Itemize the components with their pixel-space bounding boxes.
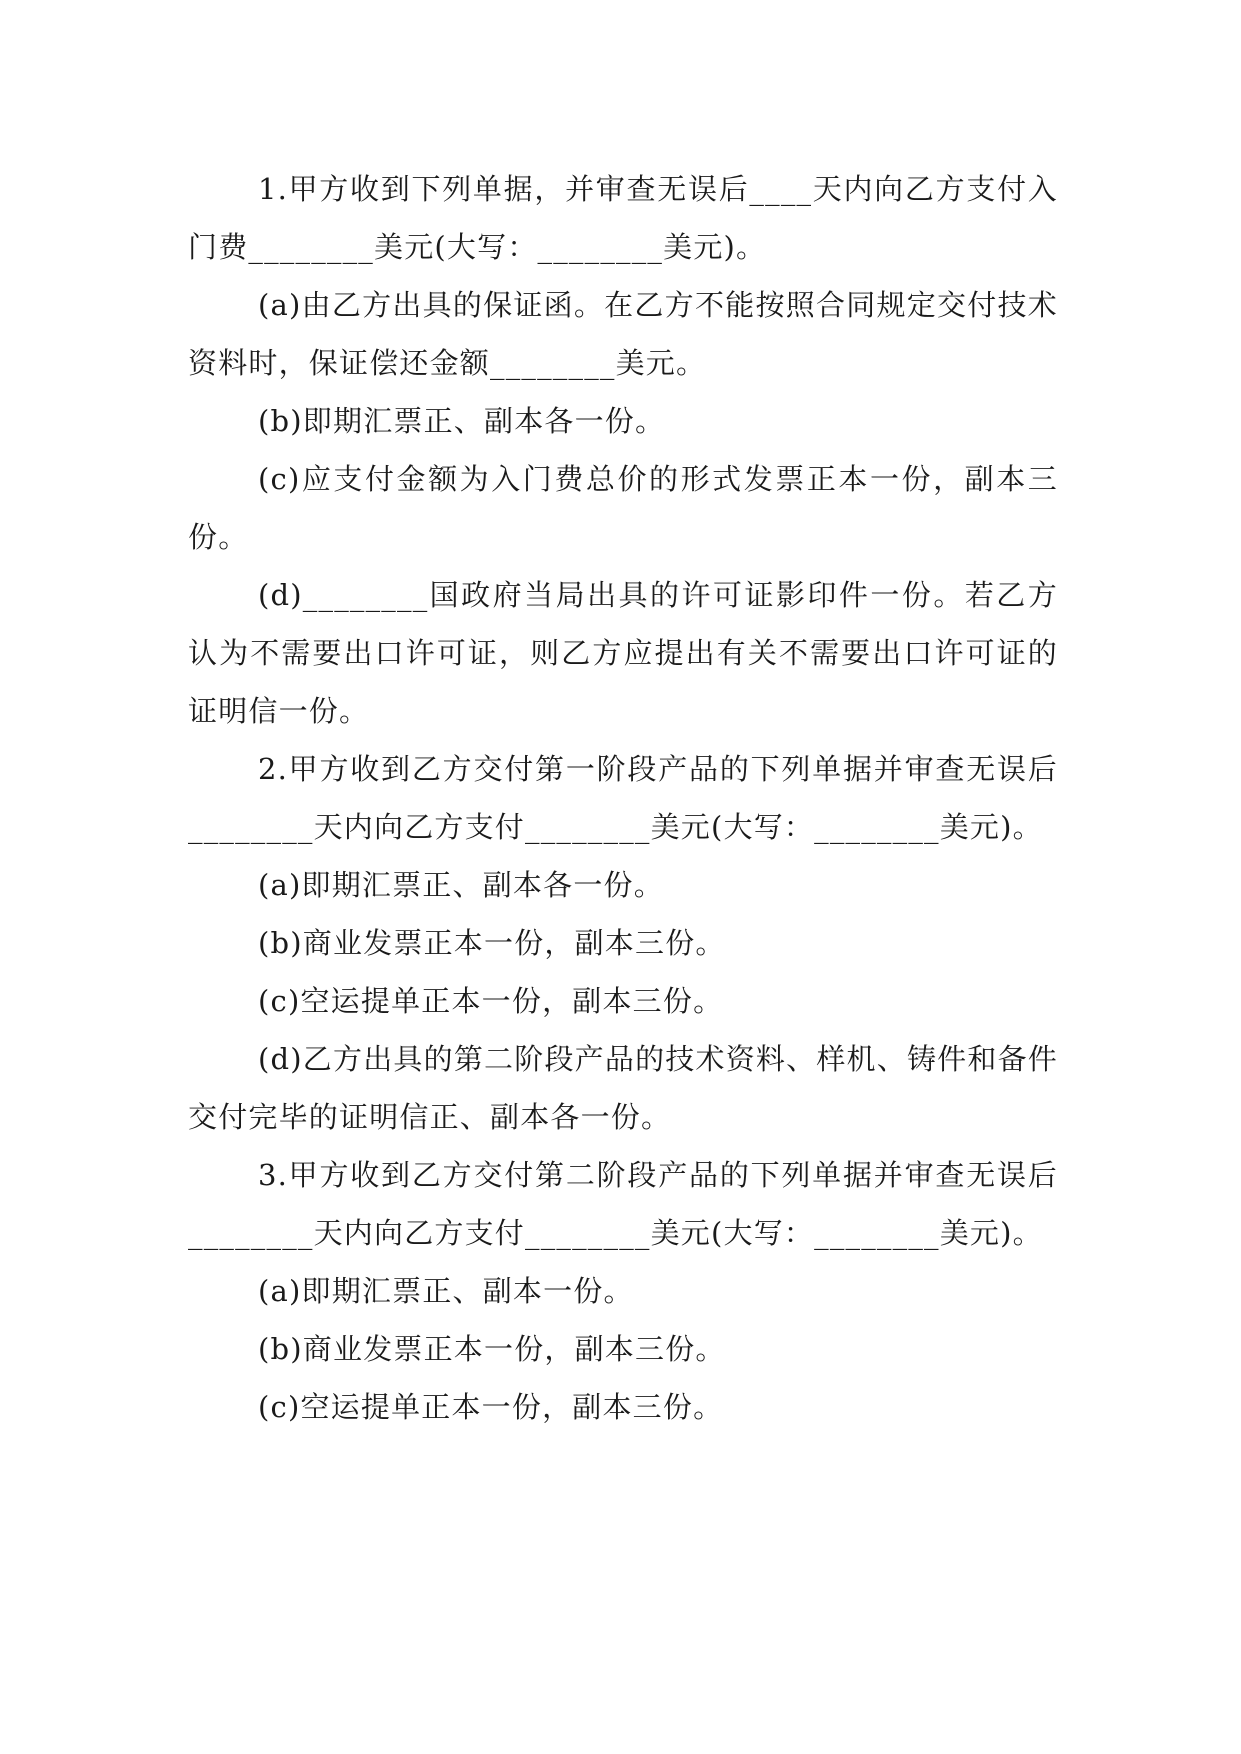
clause-1-paragraph: 1.甲方收到下列单据，并审查无误后____天内向乙方支付入门费________美元(大写：________美元)。 — [188, 172, 1058, 264]
clause-1d-paragraph: (d)________国政府当局出具的许可证影印件一份。若乙方认为不需要出口许可证，则乙方应提出有关不需要出口许可证的证明信一份。 — [188, 578, 1058, 728]
clause-2-paragraph: 2.甲方收到乙方交付第一阶段产品的下列单据并审查无误后________天内向乙方支付________美元(大写：________美元)。 — [188, 752, 1058, 844]
clause-1c-paragraph: (c)应支付金额为入门费总价的形式发票正本一份，副本三份。 — [188, 462, 1058, 554]
clause-3b-paragraph: (b)商业发票正本一份，副本三份。 — [258, 1332, 726, 1366]
clause-3a-paragraph: (a)即期汇票正、副本一份。 — [258, 1274, 634, 1308]
document-body — [188, 160, 1058, 1436]
clause-3c-paragraph: (c)空运提单正本一份，副本三份。 — [258, 1390, 724, 1424]
clause-2b-paragraph: (b)商业发票正本一份，副本三份。 — [258, 926, 726, 960]
clause-2c-paragraph: (c)空运提单正本一份，副本三份。 — [258, 984, 724, 1018]
clause-2a-paragraph: (a)即期汇票正、副本各一份。 — [258, 868, 664, 902]
clause-1a-paragraph: (a)由乙方出具的保证函。在乙方不能按照合同规定交付技术资料时，保证偿还金额________美元。 — [188, 288, 1058, 380]
clause-2d-paragraph: (d)乙方出具的第二阶段产品的技术资料、样机、铸件和备件交付完毕的证明信正、副本各一份。 — [188, 1042, 1058, 1134]
clause-1b-paragraph: (b)即期汇票正、副本各一份。 — [258, 404, 666, 438]
clause-3-paragraph: 3.甲方收到乙方交付第二阶段产品的下列单据并审查无误后________天内向乙方支付________美元(大写：________美元)。 — [188, 1158, 1058, 1250]
